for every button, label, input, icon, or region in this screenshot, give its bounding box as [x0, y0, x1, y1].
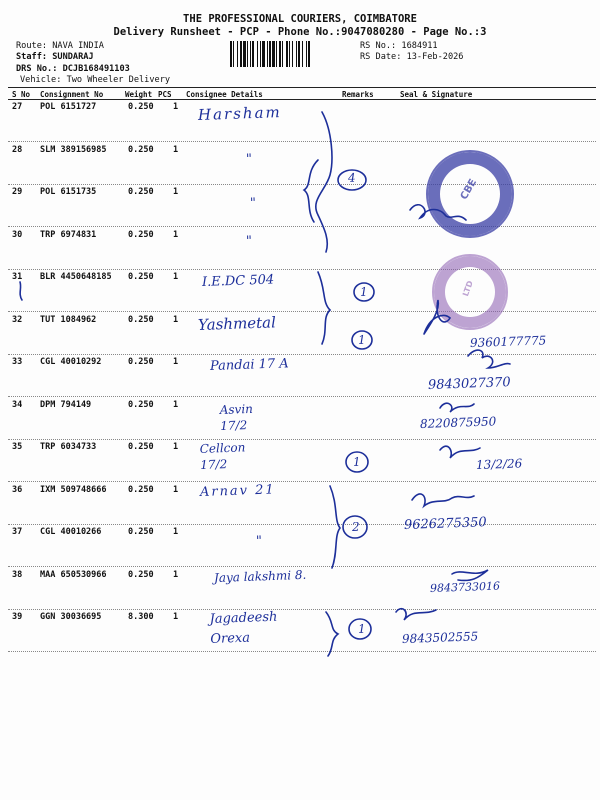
cell-sno: 32 [12, 314, 23, 325]
hw-phone-36: 9626275350 [403, 515, 487, 533]
hw-consignee-36: Arnav 21 [199, 482, 276, 500]
cell-weight: 0.250 [128, 187, 154, 197]
col-remarks: Remarks [342, 90, 374, 99]
barcode-bar [252, 41, 254, 67]
barcode-bar [298, 41, 300, 67]
cell-weight: 0.250 [128, 442, 154, 452]
barcode-bar [247, 41, 248, 67]
cell-pcs: 1 [173, 399, 179, 410]
col-weight: Weight [125, 90, 153, 99]
rs-date: RS Date: 13-Feb-2026 [360, 52, 464, 62]
staff-label: Staff: SUNDARAJ [16, 52, 94, 62]
hw-consignee-29: " [249, 195, 257, 211]
col-pcs: PCS [158, 90, 172, 99]
stamp-2-center: LTD [460, 279, 475, 298]
cell-pcs: 1 [173, 144, 179, 155]
row-divider [8, 651, 596, 652]
cell-consignment: MAA 650530966 [40, 569, 107, 580]
company-stamp-1 [426, 150, 514, 238]
cell-consignment: TUT 1084962 [40, 314, 97, 325]
hw-remark-39: 1 [357, 621, 366, 636]
barcode-bar [230, 41, 232, 67]
cell-pcs: 1 [173, 187, 179, 197]
cell-pcs: 1 [173, 272, 179, 282]
hw-phone-34: 8220875950 [419, 414, 497, 431]
cell-pcs: 1 [173, 442, 179, 452]
table-row [0, 525, 600, 567]
barcode-bar [272, 41, 275, 67]
barcode-bar [262, 41, 265, 67]
cell-consignment: SLM 389156985 [40, 144, 107, 155]
col-signature: Seal & Signature [400, 90, 473, 99]
cell-sno: 31 [12, 272, 23, 282]
cell-pcs: 1 [173, 314, 179, 325]
cell-sno: 28 [12, 144, 23, 155]
cell-weight: 0.250 [128, 314, 154, 325]
cell-pcs: 1 [173, 612, 179, 622]
hw-consignee-39: Jagadeesh Orexa [209, 609, 278, 647]
route-label: Route: NAVA INDIA [16, 41, 104, 51]
rs-number: RS No.: 1684911 [360, 41, 438, 51]
cell-sno: 29 [12, 187, 23, 197]
company-stamp-2 [432, 254, 508, 330]
hw-consignee-32: Yashmetal [197, 313, 277, 334]
col-sno: S No [12, 90, 31, 99]
barcode-bar [279, 41, 281, 67]
cell-consignment: DPM 794149 [40, 399, 92, 410]
vehicle-label: Vehicle: Two Wheeler Delivery [20, 75, 171, 85]
barcode-bar [286, 41, 288, 67]
barcode-bar [269, 41, 271, 67]
hw-date-35: 13/2/26 [475, 456, 523, 472]
cell-pcs: 1 [173, 229, 179, 240]
cell-sno: 37 [12, 527, 23, 537]
cell-pcs: 1 [173, 102, 179, 112]
hw-consignee-30: " [245, 233, 253, 249]
cell-weight: 0.250 [128, 272, 154, 282]
barcode-bar [257, 41, 258, 67]
col-consignee: Consignee Details [186, 90, 263, 99]
cell-consignment: BLR 4450648185 [40, 272, 112, 282]
hw-consignee-34: Asvin 17/2 [219, 401, 254, 433]
barcode-bar [237, 41, 238, 67]
cell-consignment: GGN 30036695 [40, 612, 102, 622]
hw-consignee-38: Jaya lakshmi 8. [213, 567, 307, 585]
hw-remark-32: 1 [357, 332, 366, 347]
cell-consignment: TRP 6974831 [40, 229, 97, 240]
hw-consignee-37: " [255, 533, 263, 549]
hw-consignee-28: " [245, 151, 253, 167]
cell-sno: 39 [12, 612, 23, 622]
hw-remark-36: 2 [351, 519, 360, 534]
cell-consignment: TRP 6034733 [40, 442, 97, 452]
cell-pcs: 1 [173, 357, 179, 367]
cell-sno: 33 [12, 357, 23, 367]
cell-consignment: POL 6151727 [40, 102, 97, 112]
cell-pcs: 1 [173, 527, 179, 537]
hw-phone-38: 9843733016 [429, 579, 501, 595]
table-row [0, 100, 600, 142]
cell-weight: 0.250 [128, 229, 154, 240]
table-row [0, 398, 600, 440]
barcode-bar [289, 41, 290, 67]
barcode-bar [306, 41, 307, 67]
barcode [230, 41, 354, 67]
barcode-bar [302, 41, 303, 67]
hw-phone-39: 9843502555 [401, 629, 479, 646]
cell-consignment: CGL 40010292 [40, 357, 102, 367]
cell-sno: 38 [12, 569, 23, 580]
header-rule-top [8, 87, 596, 88]
barcode-bar [243, 41, 246, 67]
cell-weight: 0.250 [128, 527, 154, 537]
cell-sno: 35 [12, 442, 23, 452]
cell-pcs: 1 [173, 484, 179, 495]
cell-consignment: POL 6151735 [40, 187, 97, 197]
cell-consignment: CGL 40010266 [40, 527, 102, 537]
cell-weight: 0.250 [128, 144, 154, 155]
hw-phone-33: 9843027370 [427, 375, 511, 393]
barcode-bar [260, 41, 261, 67]
cell-weight: 0.250 [128, 484, 154, 495]
barcode-bar [267, 41, 268, 67]
cell-weight: 0.250 [128, 569, 154, 580]
barcode-bar [308, 41, 310, 67]
cell-weight: 0.250 [128, 357, 154, 367]
col-consignment: Consignment No [40, 90, 104, 99]
hw-consignee-33: Pandai 17 A [209, 356, 289, 374]
table-row [0, 483, 600, 525]
barcode-bar [292, 41, 293, 67]
stamp-1-center: CBE [458, 177, 480, 202]
barcode-bar [276, 41, 277, 67]
runsheet-title: Delivery Runsheet - PCP - Phone No.:9047080280 - Page No.:3 [113, 26, 487, 38]
barcode-bar [296, 41, 297, 67]
drs-number: DRS No.: DCJB168491103 [16, 64, 130, 74]
cell-weight: 0.250 [128, 399, 154, 410]
barcode-bar [282, 41, 283, 67]
cell-sno: 30 [12, 229, 23, 240]
hw-remark-35: 1 [352, 454, 361, 469]
cell-weight: 8.300 [128, 612, 154, 622]
cell-pcs: 1 [173, 569, 179, 580]
cell-sno: 27 [12, 102, 23, 112]
hw-remark-4: 4 [347, 170, 356, 185]
hw-remark-31: 1 [359, 284, 368, 299]
hw-consignee-27: Harsham [197, 103, 282, 124]
cell-sno: 36 [12, 484, 23, 495]
barcode-bar [250, 41, 251, 67]
cell-sno: 34 [12, 399, 23, 410]
hw-phone-32: 9360177775 [469, 333, 547, 350]
barcode-bar [233, 41, 234, 67]
company-title: THE PROFESSIONAL COURIERS, COIMBATORE [183, 13, 417, 25]
table-row [0, 228, 600, 270]
hw-consignee-31: I.E.DC 504 [201, 272, 275, 290]
cell-consignment: IXM 509748666 [40, 484, 107, 495]
cell-weight: 0.250 [128, 102, 154, 112]
hw-consignee-35: Cellcon 17/2 [199, 440, 246, 472]
barcode-bar [240, 41, 242, 67]
